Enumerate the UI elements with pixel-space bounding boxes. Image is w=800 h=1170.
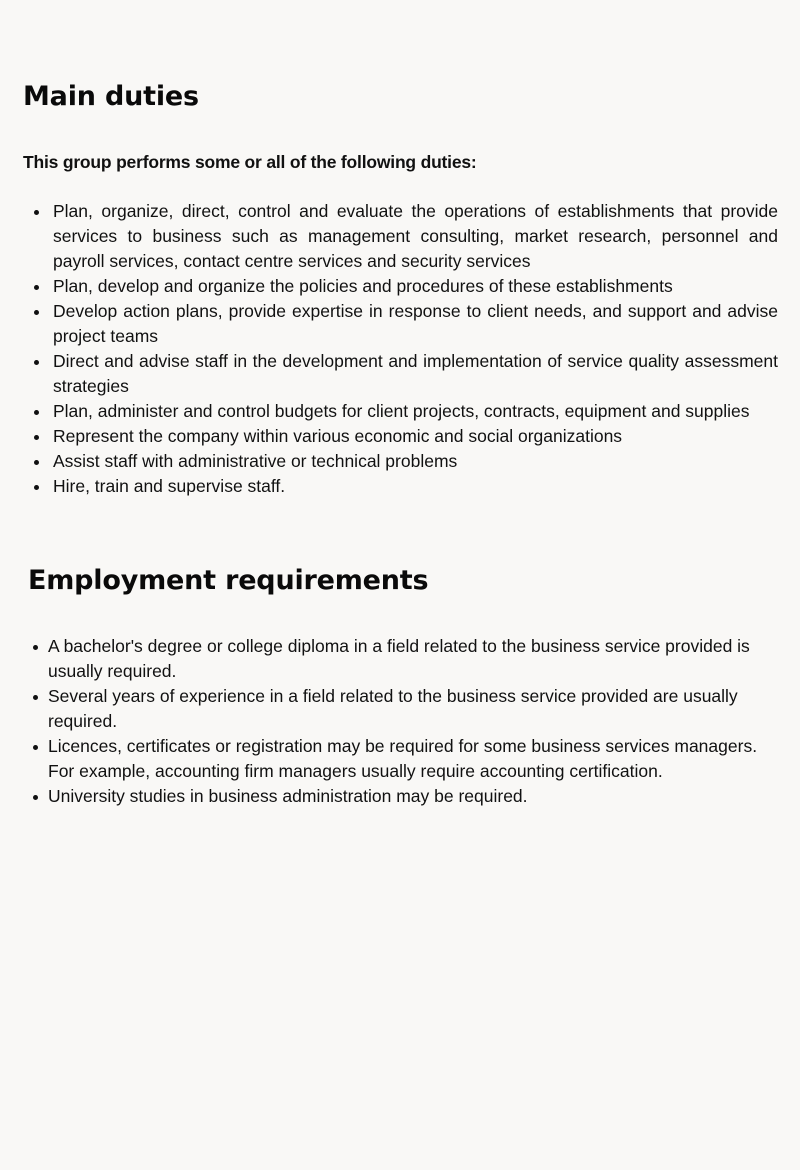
- employment-requirements-heading: Employment requirements: [28, 565, 429, 596]
- duty-item: Direct and advise staff in the development and implementation of service quality assessment strategies: [53, 349, 778, 399]
- duty-item: Plan, organize, direct, control and evaluate the operations of establishments that provide services to business such as management consulting, market research, personnel and payroll services, contact centre services and security services: [53, 199, 778, 274]
- duty-item: Plan, develop and organize the policies and procedures of these establishments: [53, 274, 778, 299]
- duty-item: Develop action plans, provide expertise in response to client needs, and support and advise project teams: [53, 299, 778, 349]
- main-duties-heading: Main duties: [23, 81, 199, 112]
- requirement-item: Licences, certificates or registration may be required for some business services managers. For example, accounting firm managers usually require accounting certification.: [48, 734, 783, 784]
- requirement-item: A bachelor's degree or college diploma in a field related to the business service provided is usually required.: [48, 634, 783, 684]
- duty-item: Plan, administer and control budgets for client projects, contracts, equipment and supplies: [53, 399, 778, 424]
- duty-item: Assist staff with administrative or technical problems: [53, 449, 778, 474]
- main-duties-intro: This group performs some or all of the following duties:: [23, 152, 477, 172]
- requirement-item: Several years of experience in a field related to the business service provided are usually required.: [48, 684, 783, 734]
- main-duties-list: [53, 199, 778, 499]
- employment-requirements-list: [48, 634, 783, 809]
- requirement-item: University studies in business administration may be required.: [48, 784, 783, 809]
- duty-item: Represent the company within various economic and social organizations: [53, 424, 778, 449]
- duty-item: Hire, train and supervise staff.: [53, 474, 778, 499]
